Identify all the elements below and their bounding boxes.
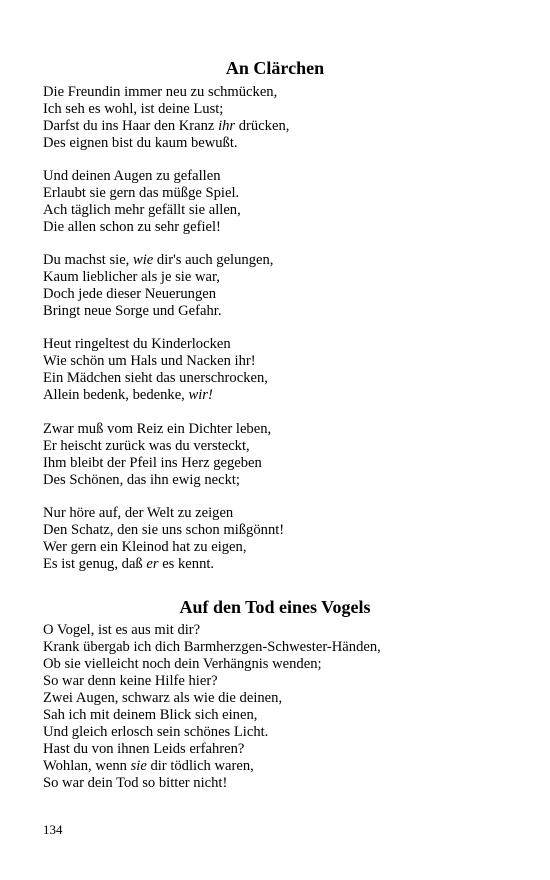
verse-line: Wohlan, wenn sie dir tödlich waren, [43, 758, 254, 774]
verse-line: Die allen schon zu sehr gefiel! [43, 219, 221, 235]
verse-line: Nur höre auf, der Welt zu zeigen [43, 505, 234, 521]
verse-line: Die Freundin immer neu zu schmücken, [43, 84, 278, 100]
verse-line: Ihm bleibt der Pfeil ins Herz gegeben [43, 455, 262, 471]
poem-title-an-claerchen: An Clärchen [225, 58, 325, 78]
emphasis: er [146, 556, 159, 572]
verse-line: Er heischt zurück was du versteckt, [43, 438, 250, 454]
verse-line: Krank übergab ich dich Barmherzgen-Schwester-Händen, [43, 639, 381, 655]
stanza [43, 336, 513, 404]
verse-line: So war dein Tod so bitter nicht! [43, 775, 228, 791]
emphasis: wie [132, 252, 154, 268]
verse-line: Sah ich mit deinem Blick sich einen, [43, 707, 258, 723]
emphasis: ihr [218, 118, 236, 134]
stanza [43, 622, 513, 792]
emphasis: sie [130, 758, 147, 774]
page-number: 134 [43, 822, 63, 837]
verse-line: So war denn keine Hilfe hier? [43, 673, 218, 689]
verse-line: Doch jede dieser Neuerungen [43, 286, 217, 302]
verse-line: Bringt neue Sorge und Gefahr. [43, 303, 222, 319]
verse-line: Erlaubt sie gern das müßge Spiel. [43, 185, 240, 201]
verse-line: Ob sie vielleicht noch dein Verhängnis wenden; [43, 656, 322, 672]
stanza [43, 168, 513, 236]
verse-line: Und deinen Augen zu gefallen [43, 168, 221, 184]
verse-line: Des Schönen, das ihn ewig neckt; [43, 472, 240, 488]
verse-line: Wie schön um Hals und Nacken ihr! [43, 353, 256, 369]
emphasis: wir! [188, 387, 213, 403]
verse-line: Heut ringeltest du Kinderlocken [43, 336, 231, 352]
stanza [43, 84, 513, 152]
verse-line: Und gleich erlosch sein schönes Licht. [43, 724, 269, 740]
stanza [43, 421, 513, 489]
verse-line: Wer gern ein Kleinod hat zu eigen, [43, 539, 247, 555]
verse-line: Hast du von ihnen Leids erfahren? [43, 741, 245, 757]
verse-line: Ein Mädchen sieht das unerschrocken, [43, 370, 268, 386]
stanza [43, 505, 513, 573]
stanza [43, 252, 513, 320]
verse-line: Darfst du ins Haar den Kranz ihr drücken, [43, 118, 290, 134]
verse-line: Du machst sie, wie dir's auch gelungen, [43, 252, 274, 268]
verse-line: Zwar muß vom Reiz ein Dichter leben, [43, 421, 272, 437]
verse-line: Es ist genug, daß er es kennt. [43, 556, 215, 572]
verse-line: Den Schatz, den sie uns schon mißgönnt! [43, 522, 285, 538]
verse-line: Ach täglich mehr gefällt sie allen, [43, 202, 241, 218]
verse-line: Kaum lieblicher als je sie war, [43, 269, 220, 285]
poem-title-auf-den-tod-eines-vogels: Auf den Tod eines Vogels [179, 597, 371, 617]
verse-line: Des eignen bist du kaum bewußt. [43, 135, 238, 151]
verse-line: O Vogel, ist es aus mit dir? [43, 622, 201, 638]
verse-line: Ich seh es wohl, ist deine Lust; [43, 101, 224, 117]
verse-line: Allein bedenk, bedenke, wir! [43, 387, 213, 403]
verse-line: Zwei Augen, schwarz als wie die deinen, [43, 690, 283, 706]
